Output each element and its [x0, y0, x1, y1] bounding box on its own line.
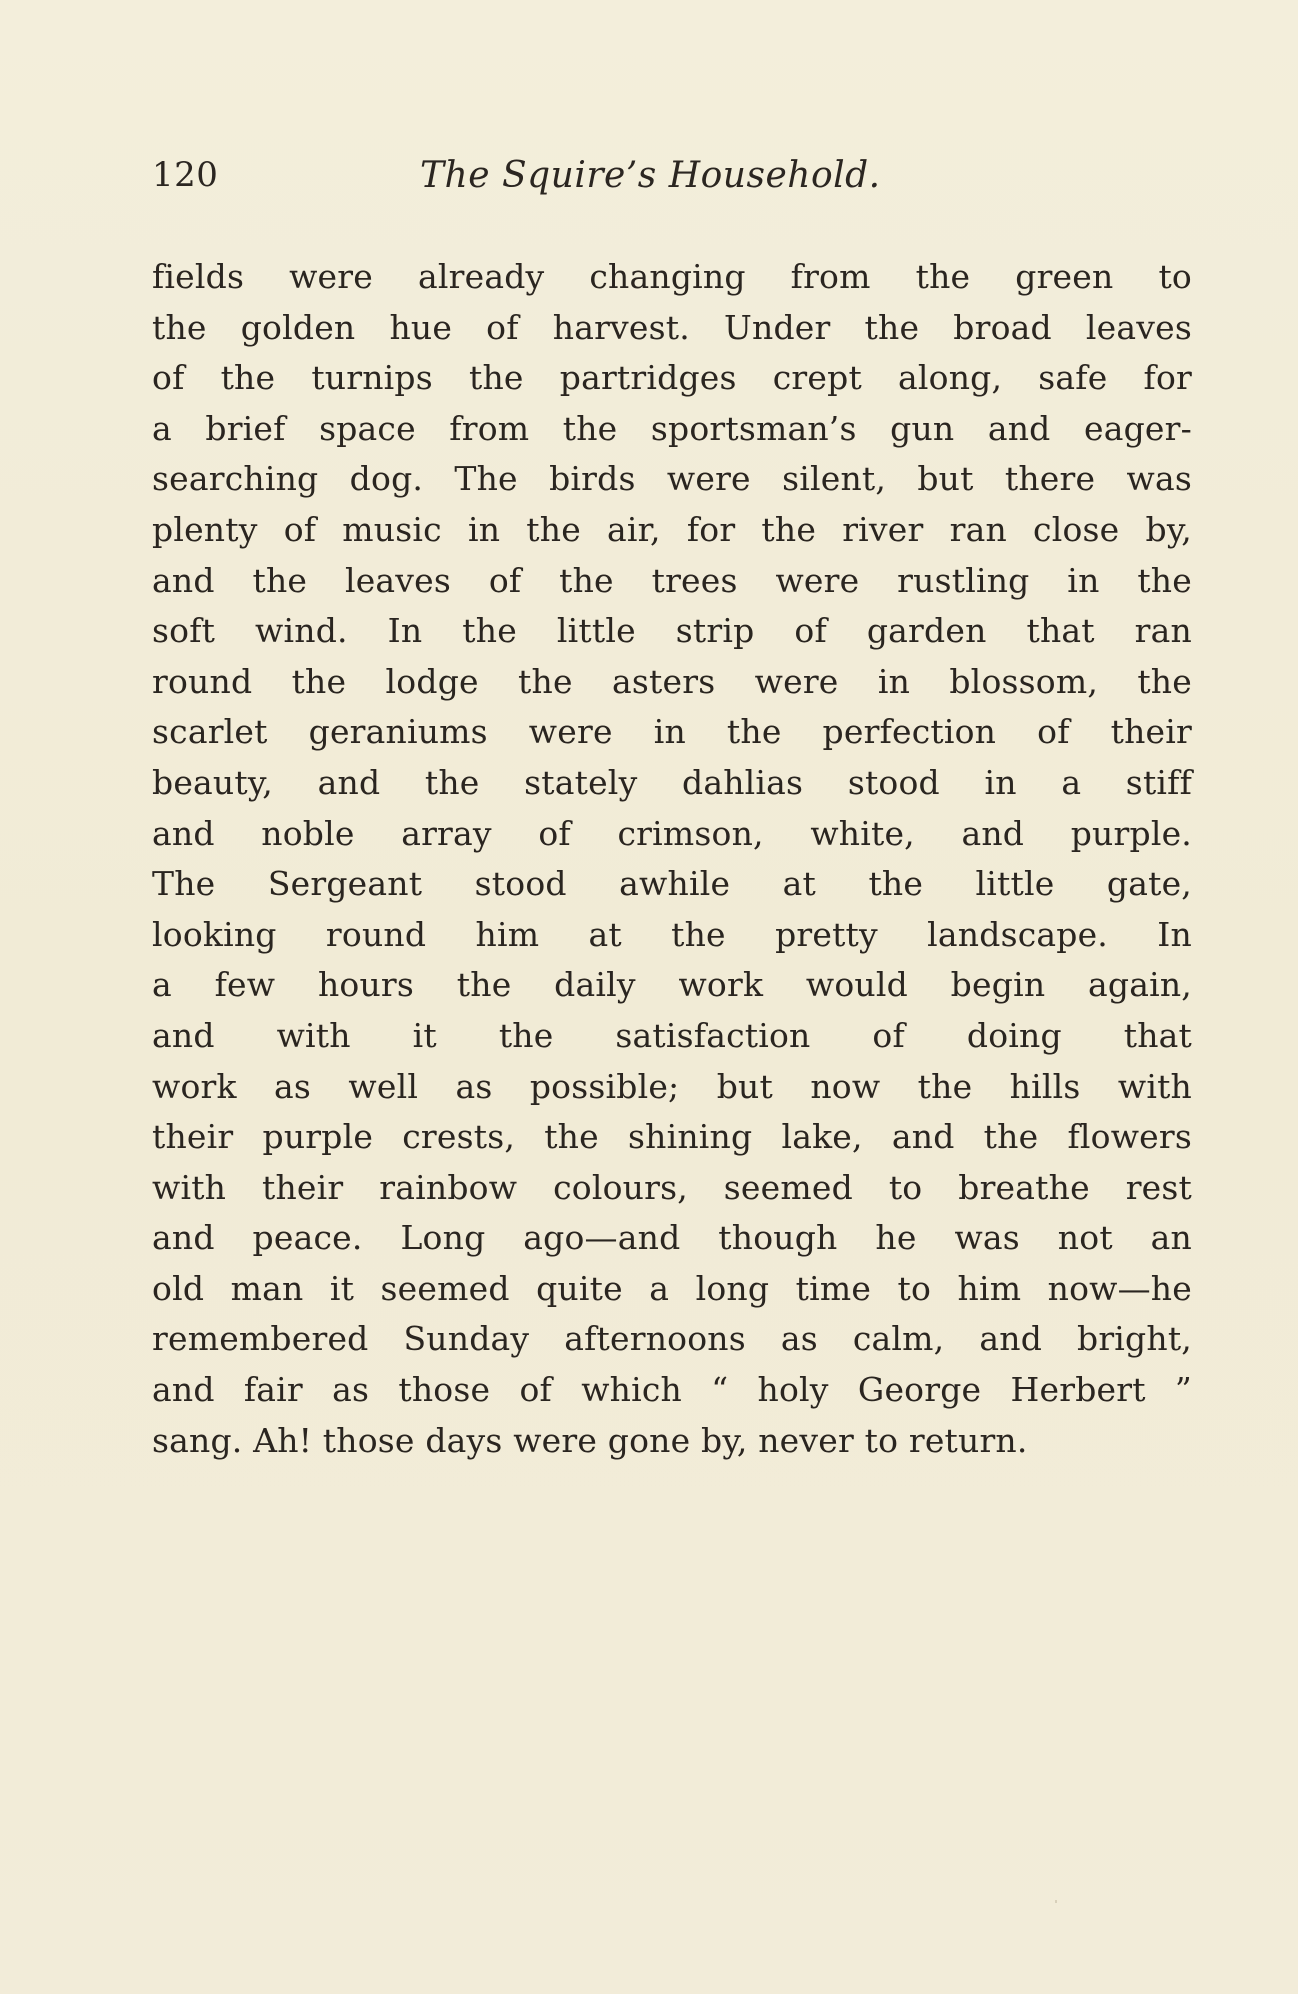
text-line: and noble array of crimson, white, and purple.	[152, 813, 1192, 853]
page-number: 120	[152, 155, 219, 195]
text-line: and the leaves of the trees were rustling in the	[152, 560, 1192, 600]
text-line: a brief space from the sportsman’s gun and eager-	[152, 408, 1192, 448]
page-speck	[1055, 1900, 1057, 1903]
text-line: and peace. Long ago—and though he was not an	[152, 1218, 1192, 1258]
text-line: a few hours the daily work would begin again,	[152, 965, 1192, 1005]
running-title: The Squire’s Household.	[420, 155, 881, 196]
text-line: searching dog. The birds were silent, but there was	[152, 459, 1192, 499]
text-line: their purple crests, the shining lake, and the flowers	[152, 1117, 1192, 1157]
body-paragraph	[152, 252, 1192, 1466]
text-line: round the lodge the asters were in blossom, the	[152, 661, 1192, 701]
text-line: work as well as possible; but now the hills with	[152, 1066, 1192, 1106]
text-line: The Sergeant stood awhile at the little gate,	[152, 864, 1192, 904]
text-line: scarlet geraniums were in the perfection of their	[152, 712, 1192, 752]
text-line: and fair as those of which “ holy George Herbert ”	[152, 1370, 1192, 1410]
text-line: old man it seemed quite a long time to him now—he	[152, 1268, 1192, 1308]
text-line: looking round him at the pretty landscape. In	[152, 914, 1192, 954]
text-line: soft wind. In the little strip of garden that ran	[152, 611, 1192, 651]
text-line: fields were already changing from the green to	[152, 257, 1192, 296]
text-line: beauty, and the stately dahlias stood in a stiff	[152, 762, 1192, 802]
text-line: remembered Sunday afternoons as calm, and bright,	[152, 1319, 1192, 1359]
text-line: the golden hue of harvest. Under the broad leaves	[152, 307, 1192, 347]
running-head	[152, 155, 1192, 203]
text-line: and with it the satisfaction of doing that	[152, 1015, 1192, 1055]
text-line: with their rainbow colours, seemed to breathe rest	[152, 1167, 1192, 1207]
text-line: sang. Ah! those days were gone by, never to return.	[152, 1420, 1028, 1460]
text-line: of the turnips the partridges crept along, safe for	[152, 358, 1192, 398]
text-line: plenty of music in the air, for the river ran close by,	[152, 509, 1192, 549]
